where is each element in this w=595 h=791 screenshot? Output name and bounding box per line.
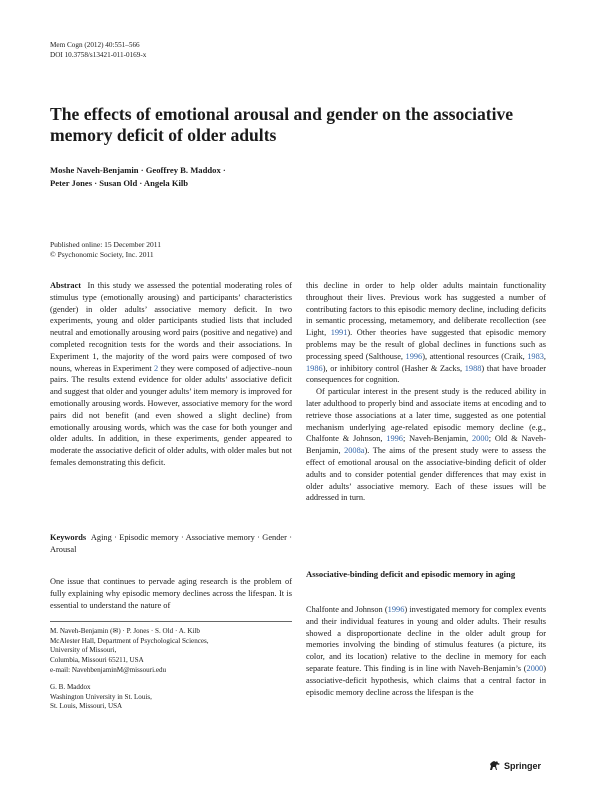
abstract-label: Abstract — [50, 281, 82, 290]
right-column — [306, 280, 546, 504]
text-run: ; Naveh-Benjamin, — [402, 434, 472, 444]
text-run: ) associative-deficit hypothesis, which claims that a central factor in episodic memory decline across the lifespan is the — [306, 663, 546, 697]
springer-horse-icon — [488, 760, 501, 771]
abstract — [50, 280, 292, 469]
publisher-name: Springer — [504, 760, 542, 771]
text-run: Chalfonte and Johnson ( — [306, 605, 388, 614]
affiliation-block-1 — [50, 627, 292, 676]
keywords — [50, 532, 292, 556]
paragraph-2 — [306, 386, 546, 504]
published-date: Published online: 15 December 2011 — [50, 240, 161, 249]
text-run: ) that have broader consequences for cognition. — [306, 363, 546, 385]
text-run: this decline in order to help older adults maintain functionality throughout their lives. Previous work has suggested a number of contributing factors to this episodic memory decline, including deficits in semantic processing, metamemory, and deliberate recollection (see Light, — [306, 281, 546, 338]
affiliation-city-2: St. Louis, Missouri, USA — [50, 702, 123, 711]
footnote-divider — [50, 621, 292, 622]
text-run: ), attentional resources (Craik, — [422, 351, 528, 361]
intro-paragraph — [50, 576, 292, 611]
citation-link[interactable]: 1988 — [464, 363, 482, 373]
citation-link[interactable]: 1991 — [330, 328, 348, 338]
affiliation-email[interactable]: e-mail: NavehbenjaminM@missouri.edu — [50, 665, 167, 674]
author-list — [50, 164, 350, 189]
citation-link[interactable]: 2008a — [344, 446, 365, 456]
author-line-2: Peter Jones · Susan Old · Angela Kilb — [50, 177, 189, 188]
affiliation-block-2 — [50, 683, 292, 712]
text-run: ) investigated memory for complex events and their individual features in young and older adults. Their results showed a disproportionate decline in the older adult group for memories involving the binding of stimulus features (a picture, its color, and its location) relative to the decline in memory for each separate feature. This finding is in line with Naveh-Benjamin’s ( — [306, 605, 547, 673]
citation-link[interactable]: 2000 — [526, 663, 544, 673]
section-heading: Associative-binding deficit and episodic memory in aging — [306, 569, 516, 579]
journal-citation: Mem Cogn (2012) 40:551–566 — [50, 41, 140, 49]
citation-link[interactable]: 1996 — [386, 434, 403, 444]
publisher-logo — [488, 760, 541, 771]
text-run: ; Old & Naveh-Benjamin, — [306, 434, 547, 456]
affiliation-authors: M. Naveh-Benjamin (✉) · P. Jones · S. Old · A. Kilb — [50, 627, 200, 635]
keywords-text: Aging · Episodic memory · Associative memory · Gender · Arousal — [50, 533, 292, 554]
article-title: The effects of emotional arousal and gender on the associative memory deficit of older adults — [50, 104, 514, 145]
citation-link[interactable]: 1983 — [527, 351, 544, 361]
paragraph-1 — [306, 280, 546, 386]
citation-link[interactable]: 2000 — [472, 434, 489, 444]
author-line-1: Moshe Naveh-Benjamin · Geoffrey B. Maddox · — [50, 165, 226, 175]
copyright: © Psychonomic Society, Inc. 2011 — [50, 250, 154, 259]
affiliation-university: University of Missouri, — [50, 646, 117, 655]
abstract-text: In this study we assessed the potential moderating roles of stimulus type (emotionally arousing) and participants’ characteristics (gender) in older adults’ associative memory deficit. In two experiments, young and older participants studied lists that included neutral and emotionally arousing word pairs (positive and negative) and completed recognition tests for the words and their associations. In Experiment 1, the majority of the word pairs were composed of two nouns, whereas in Experiment — [50, 281, 292, 373]
doi[interactable]: DOI 10.3758/s13421-011-0169-x — [50, 51, 147, 59]
text-run: Of particular interest in the present study is the reduced ability in later adulthood to properly bind and associate items at encoding and to retrieve those associations at a later time, suggested as one potential mechanism underlying age-related episodic memory decline (e.g., Chalfonte & Johnson, — [306, 387, 546, 444]
citation-link[interactable]: 1986 — [306, 363, 323, 373]
abstract-text-cont: they were composed of adjective–noun pairs. The results extend evidence for older adults’ associative deficit and suggest that older and younger adults’ item memory is improved for emotionally arousing words. However, associative memory for the word pairs did not benefit (and even showed a slight decline) from emotionally arousing words, which was the case for both younger and older adults. In addition, in these experiments, gender appeared to moderate the associative deficit of older adults, with older males but not females demonstrating this deficit. — [50, 363, 292, 467]
experiment-link[interactable]: 2 — [153, 363, 159, 373]
citation-link[interactable]: 1996 — [405, 351, 423, 361]
intro-text: One issue that continues to pervade aging research is the problem of fully explaining why episodic memory declines across the lifespan. It is essential to understand the nature of — [50, 577, 292, 610]
affiliation-university-2: Washington University in St. Louis, — [50, 692, 152, 701]
affiliation-dept: McAlester Hall, Department of Psychological Sciences, — [50, 636, 209, 645]
text-run: ). The aims of the present study were to assess the effect of emotional arousal on the associative-binding deficit of older adults and to consider potential gender differences that may exist in older adults’ associative memory. Each of these issues will be addressed in turn. — [306, 446, 546, 503]
paragraph-3 — [306, 604, 546, 698]
citation-link[interactable]: 1996 — [387, 605, 405, 614]
affiliation-city: Columbia, Missouri 65211, USA — [50, 656, 144, 665]
text-run: ), or inhibitory control (Hasher & Zacks, — [322, 363, 465, 373]
text-run: , — [543, 351, 546, 361]
text-run: ). Other theories have suggested that episodic memory problems may be the result of global declines in functions such as processing speed (Salthouse, — [306, 328, 547, 361]
publication-info — [50, 240, 161, 260]
keywords-label: Keywords — [50, 533, 87, 542]
affiliation-author-2: G. B. Maddox — [50, 683, 91, 691]
